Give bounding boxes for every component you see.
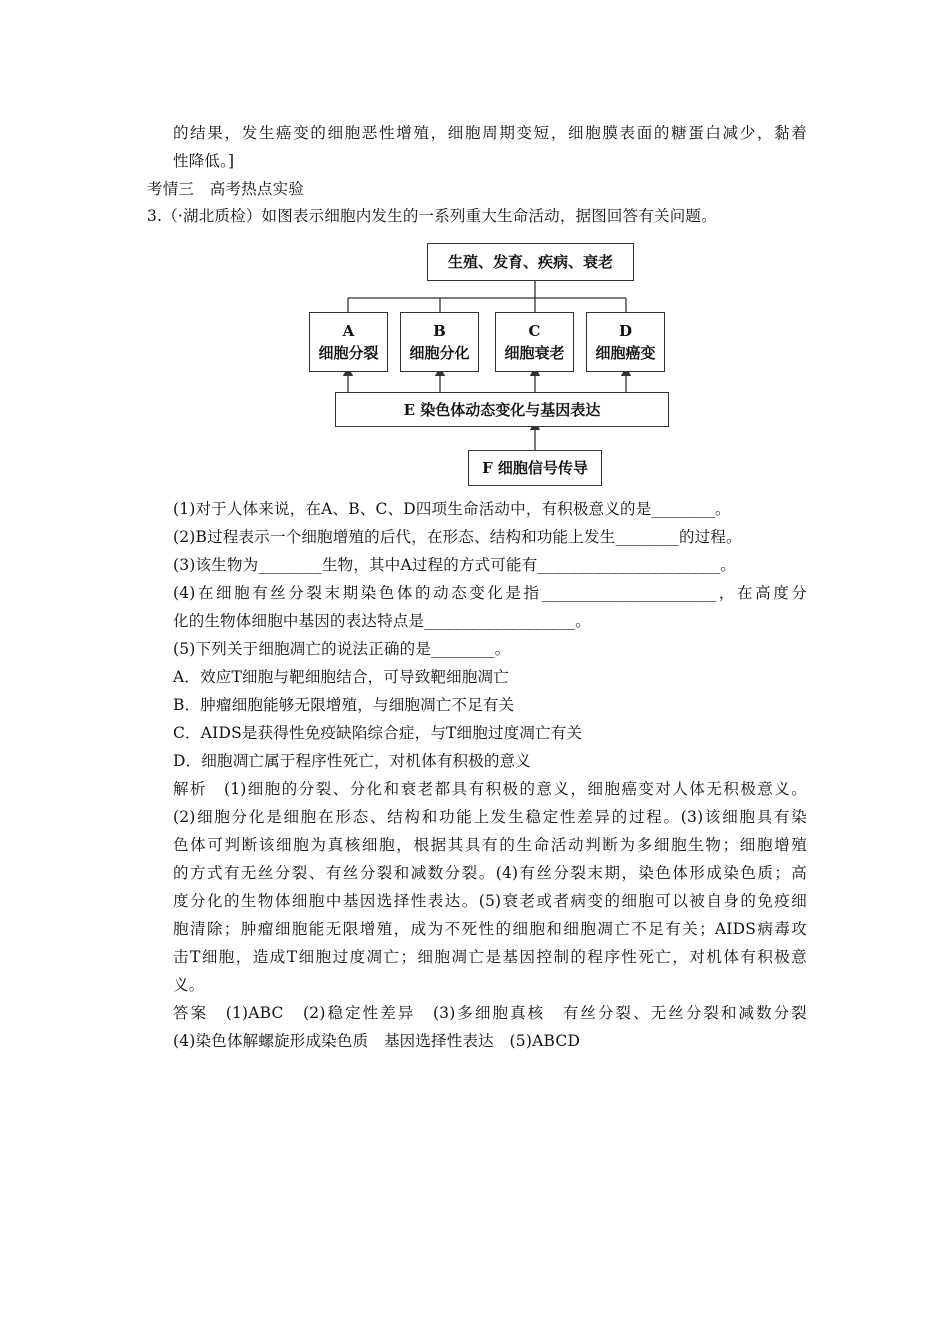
subquestion-1: (1)对于人体来说，在A、B、C、D四项生命活动中，有积极意义的是________。 (173, 500, 731, 518)
box-f-label: F 细胞信号传导 (482, 459, 588, 477)
option-d: D．细胞凋亡属于程序性死亡，对机体有积极的意义 (173, 752, 532, 770)
box-e-chromosome-gene-expression (335, 392, 669, 427)
analysis-line: (2)细胞分化是细胞在形态、结构和功能上发生稳定性差异的过程。(3)该细胞具有染 (173, 808, 807, 826)
box-d-letter: D (618, 322, 632, 340)
text-line: 的结果，发生癌变的细胞恶性增殖，细胞周期变短，细胞膜表面的糖蛋白减少，黏着 (173, 124, 807, 142)
subquestion-4-line1: (4)在细胞有丝分裂末期染色体的动态变化是指______________________，在高度分 (173, 584, 807, 602)
option-a: A．效应T细胞与靶细胞结合，可导致靶细胞凋亡 (173, 668, 509, 686)
box-a-letter: A (342, 322, 355, 340)
box-d-cell-cancer (586, 312, 665, 372)
box-f-cell-signaling (468, 450, 602, 486)
answer-line: 答案 (1)ABC (2)稳定性差异 (3)多细胞真核 有丝分裂、无丝分裂和减数分裂 (173, 1004, 807, 1022)
box-c-letter: C (528, 322, 541, 340)
text-line: 性降低。] (173, 152, 235, 170)
analysis-line: 色体可判断该细胞为真核细胞，根据其具有的生命活动判断为多细胞生物；细胞增殖 (173, 836, 807, 854)
analysis-line: 度分化的生物体细胞中基因选择性表达。(5)衰老或者病变的细胞可以被自身的免疫细 (173, 892, 807, 910)
box-d-label: 细胞癌变 (595, 344, 656, 362)
subquestion-3: (3)该生物为________生物，其中A过程的方式可能有_______________________。 (173, 556, 737, 574)
answer-line: (4)染色体解螺旋形成染色质 基因选择性表达 (5)ABCD (173, 1032, 581, 1050)
box-e-label: E 染色体动态变化与基因表达 (403, 400, 601, 419)
option-b: B．肿瘤细胞能够无限增殖，与细胞凋亡不足有关 (173, 696, 515, 714)
question-stem: 3.（·湖北质检）如图表示细胞内发生的一系列重大生命活动，据图回答有关问题。 (147, 207, 717, 225)
box-a-cell-division (309, 312, 388, 372)
subquestion-2: (2)B过程表示一个细胞增殖的后代，在形态、结构和功能上发生________的过程。 (173, 528, 742, 546)
top-outcome-box (427, 243, 634, 281)
analysis-line: 义。 (173, 976, 205, 994)
analysis-line: 的方式有无丝分裂、有丝分裂和减数分裂。(4)有丝分裂末期，染色体形成染色质；高 (173, 864, 807, 882)
subquestion-4-line2: 化的生物体细胞中基因的表达特点是___________________。 (173, 612, 591, 630)
section-heading: 考情三 高考热点实验 (147, 180, 305, 198)
analysis-line: 胞清除；肿瘤细胞能无限增殖，成为不死性的细胞和细胞凋亡不足有关；AIDS病毒攻 (173, 920, 807, 938)
option-c: C．AIDS是获得性免疫缺陷综合症，与T细胞过度凋亡有关 (173, 724, 583, 742)
analysis-line: 击T细胞，造成T细胞过度凋亡；细胞凋亡是基因控制的程序性死亡，对机体有积极意 (173, 948, 807, 966)
subquestion-5: (5)下列关于细胞凋亡的说法正确的是________。 (173, 640, 511, 658)
box-a-label: 细胞分裂 (318, 344, 379, 362)
box-b-letter: B (433, 322, 446, 340)
flow-diagram (300, 238, 680, 488)
box-c-cell-aging (495, 312, 574, 372)
analysis-line: 解析 (1)细胞的分裂、分化和衰老都具有积极的意义，细胞癌变对人体无积极意义。 (173, 780, 807, 798)
box-c-label: 细胞衰老 (504, 344, 565, 362)
top-outcome-label: 生殖、发育、疾病、衰老 (447, 253, 613, 271)
box-b-cell-differentiation (400, 312, 479, 372)
box-b-label: 细胞分化 (409, 344, 470, 362)
